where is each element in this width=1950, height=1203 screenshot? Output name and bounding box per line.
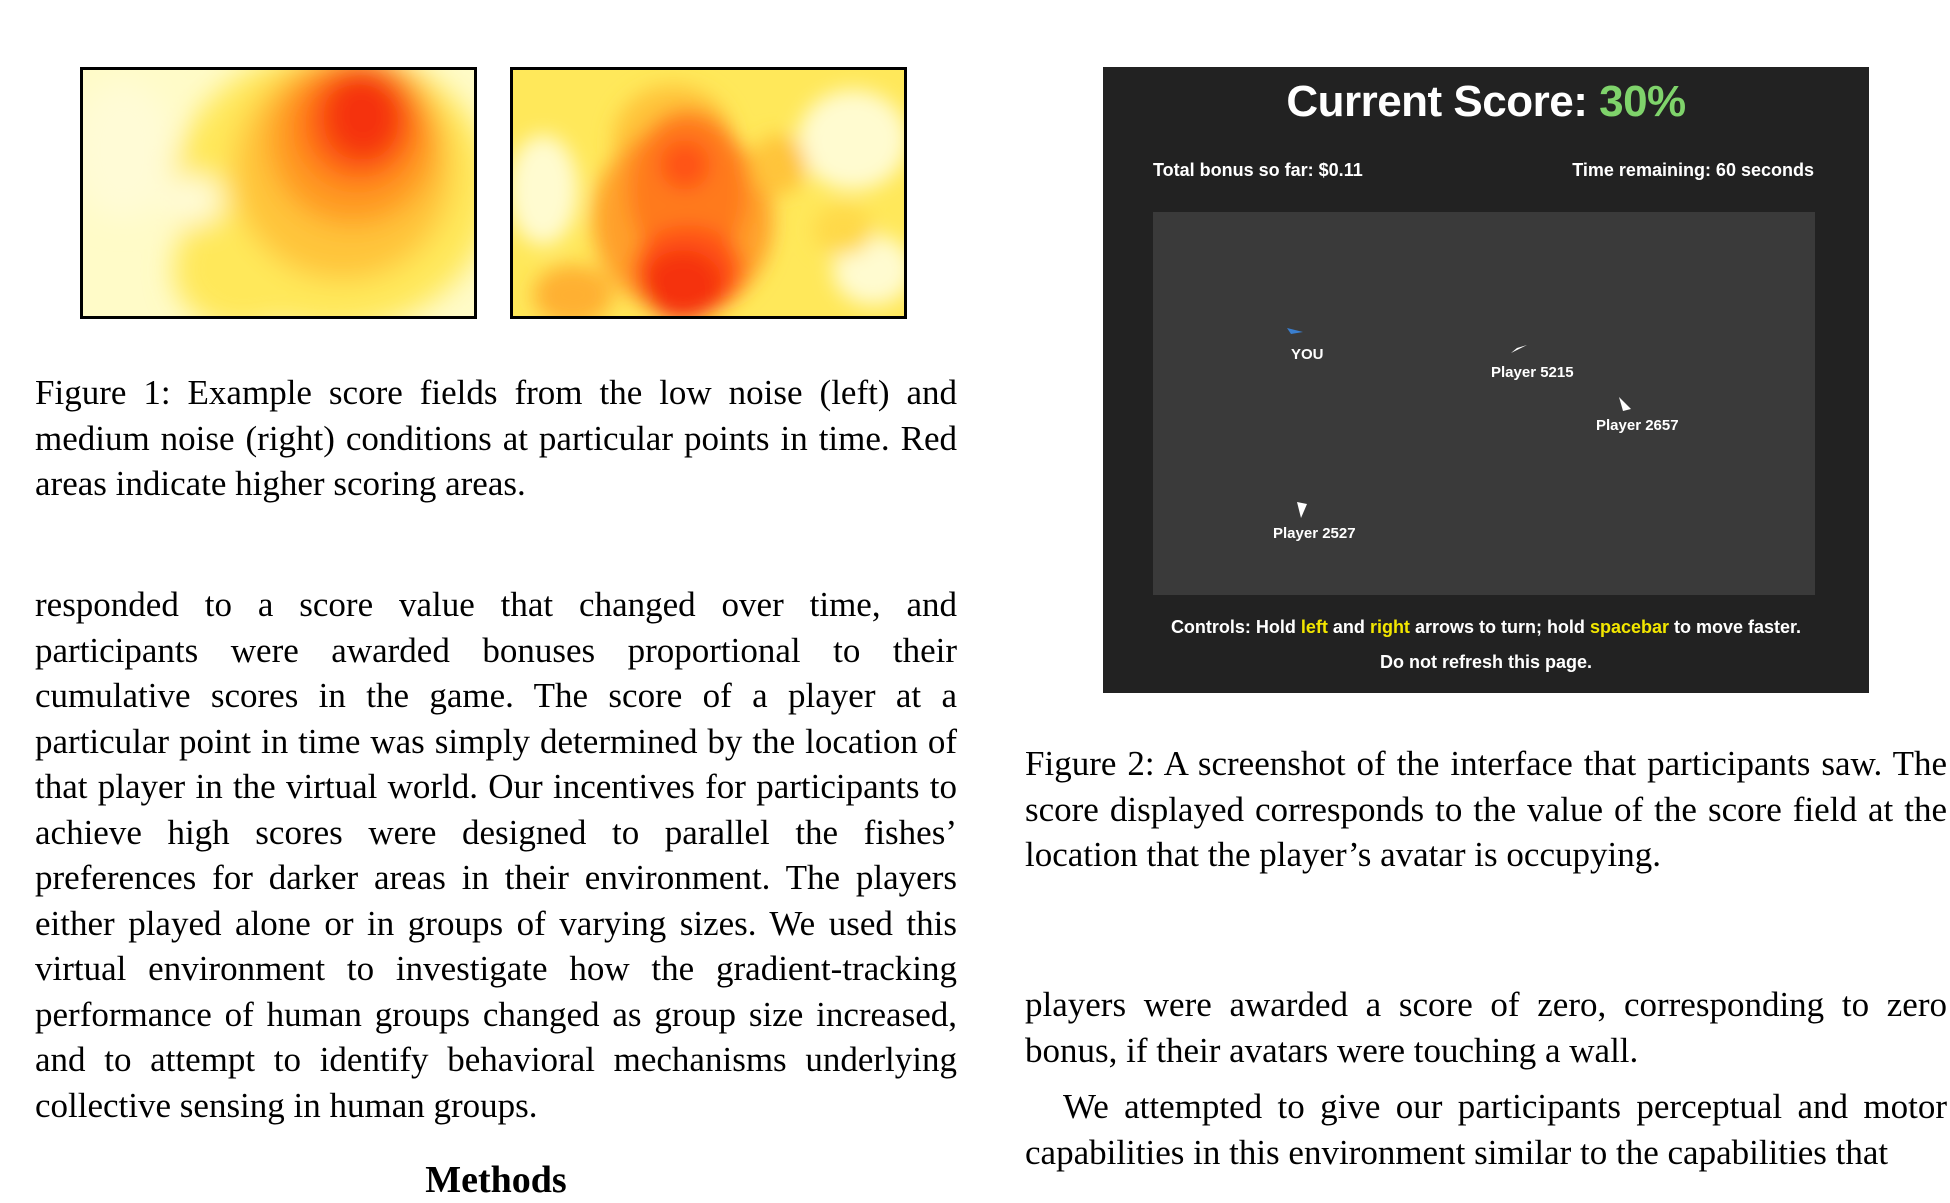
player-5215-label: Player 5215 — [1491, 364, 1574, 381]
player-2527-avatar-icon — [1297, 502, 1307, 518]
player-2657-label: Player 2657 — [1596, 417, 1679, 434]
bonus-readout: Total bonus so far: $0.11 — [1153, 160, 1363, 180]
score-field-low-noise — [80, 67, 477, 319]
player-5215-avatar-icon — [1511, 345, 1527, 355]
game-arena — [1153, 212, 1815, 595]
body-paragraph-right-2: We attempted to give our participants perceptual and motor capabilities in this environment similar to the capabilities that — [1025, 1087, 1947, 1172]
controls-prefix: Controls: Hold — [1170, 617, 1301, 637]
score-field-medium-noise-image — [513, 70, 904, 316]
player-you-avatar-icon — [1287, 328, 1303, 338]
current-score — [1103, 77, 1869, 127]
refresh-warning: Do not refresh this page. — [1379, 652, 1593, 672]
key-right: right — [1369, 617, 1410, 637]
figure-1-caption: Figure 1: Example score fields from the low noise (left) and medium noise (right) conditions at particular points in time. Red areas indicate higher scoring areas. — [35, 373, 957, 503]
controls-instructions — [1103, 617, 1869, 638]
score-field-medium-noise — [510, 67, 907, 319]
score-field-low-noise-image — [83, 70, 474, 316]
body-paragraph-right-1: players were awarded a score of zero, corresponding to zero bonus, if their avatars were touching a wall. — [1025, 985, 1947, 1070]
section-heading: Methods — [425, 1159, 567, 1201]
score-value: 30% — [1599, 77, 1686, 126]
game-interface-screenshot — [1103, 67, 1869, 693]
key-spacebar: spacebar — [1589, 617, 1669, 637]
player-2527-label: Player 2527 — [1273, 525, 1356, 542]
time-remaining-readout: Time remaining: 60 seconds — [1572, 160, 1814, 180]
figure-2-caption: Figure 2: A screenshot of the interface that participants saw. The score displayed corresponds to the value of the score field at the location that the player’s avatar is occupying. — [1025, 744, 1947, 874]
player-you-label: YOU — [1291, 346, 1324, 363]
body-paragraph-left: responded to a score value that changed over time, and participants were awarded bonuses proportional to their cumulative scores in the game. The score of a player at a particular point in time was simply determined by the location of that player in the virtual world. Our incentives for participants to achieve high scores were designed to parallel the fishes’ preferences for darker areas in their environment. The players either played alone or in groups of varying sizes. We used this virtual environment to investigate how the gradient-tracking performance of human groups changed as group size increased, and to attempt to identify behavioral mechanisms underlying collective sensing in human groups. — [35, 585, 957, 1125]
controls-mid: arrows to turn; hold — [1409, 617, 1590, 637]
key-left: left — [1300, 617, 1328, 637]
player-2657-avatar-icon — [1619, 397, 1631, 413]
controls-suffix: to move faster. — [1669, 617, 1802, 637]
score-label: Current Score: — [1286, 77, 1600, 126]
controls-and: and — [1327, 617, 1370, 637]
